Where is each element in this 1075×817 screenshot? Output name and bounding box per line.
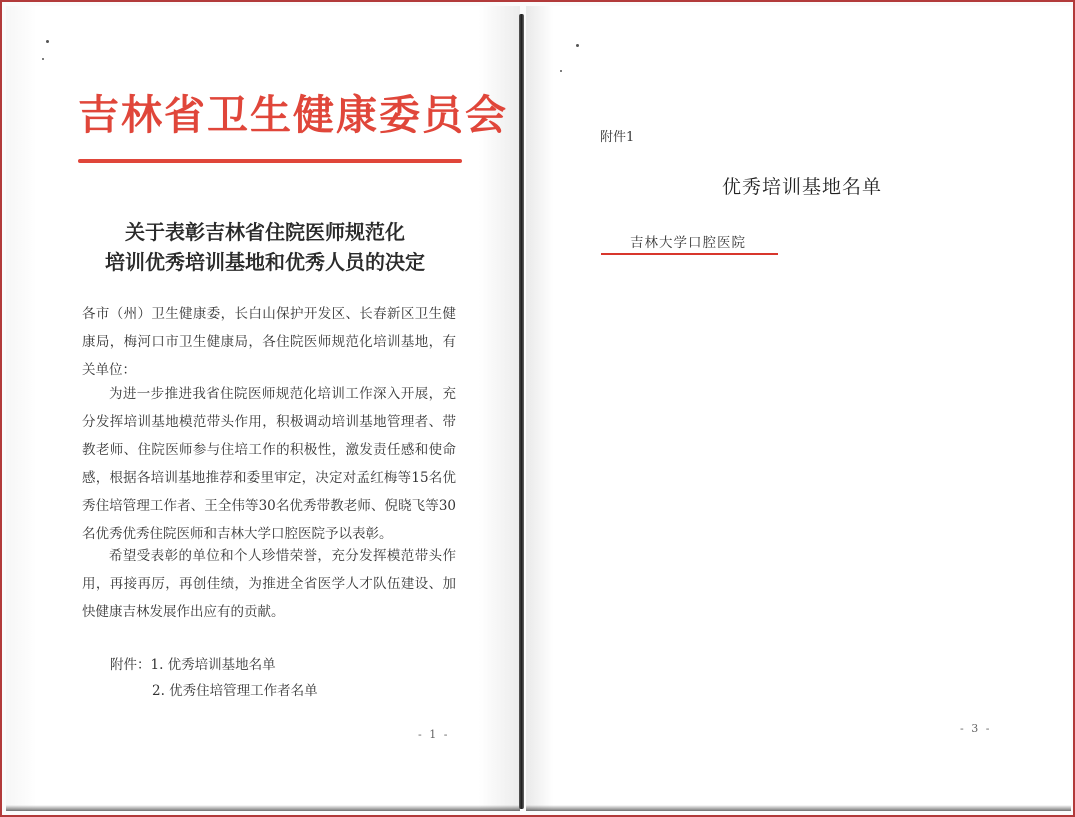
scan-speck [576,44,579,47]
document-page-1 [6,6,520,811]
page-number: - 3 - [960,722,992,735]
page-bottom-shadow [6,805,520,811]
annex-label: 附件1 [600,130,635,145]
attachment-list [110,652,318,704]
annex-title: 优秀培训基地名单 [722,176,883,198]
attachment-item-2: 2. 优秀住培管理工作者名单 [152,683,318,699]
document-title [92,217,438,277]
scan-speck [560,70,562,72]
header-red-rule [78,159,462,163]
attachment-item-1: 附件：1. 优秀培训基地名单 [110,657,276,673]
page-bottom-shadow [526,805,1071,811]
body-paragraph-2: 希望受表彰的单位和个人珍惜荣誉，充分发挥模范带头作用，再接再厉，再创佳绩，为推进全省医学人才队伍建设、加快健康吉林发展作出应有的贡献。 [82,548,456,620]
title-line-1: 关于表彰吉林省住院医师规范化 [125,220,405,244]
addressee-text: 各市（州）卫生健康委，长白山保护开发区、长春新区卫生健康局，梅河口市卫生健康局，各住院医师规范化培训基地，有关单位： [82,306,456,378]
issuer-header: 吉林省卫生健康委员会 [78,91,508,139]
scan-speck [46,40,49,43]
annex-entry: 吉林大学口腔医院 [630,235,746,251]
body-paragraph-1: 为进一步推进我省住院医师规范化培训工作深入开展，充分发挥培训基地模范带头作用，积极调动培训基地管理者、带教老师、住院医师参与住培工作的积极性，激发责任感和使命感，根据各培训基地推荐和委里审定，决定对孟红梅等15名优秀住培管理工作者、王全伟等30名优秀带教老师、倪晓飞等30名优秀优秀住院医师和吉林大学口腔医院予以表彰。 [82,386,456,542]
highlight-underline [601,253,778,255]
title-line-2: 培训优秀培训基地和优秀人员的决定 [105,250,425,274]
scan-speck [42,58,44,60]
page-divider-spine [519,14,524,809]
page-number: - 1 - [418,728,450,741]
document-page-3 [526,6,1071,811]
